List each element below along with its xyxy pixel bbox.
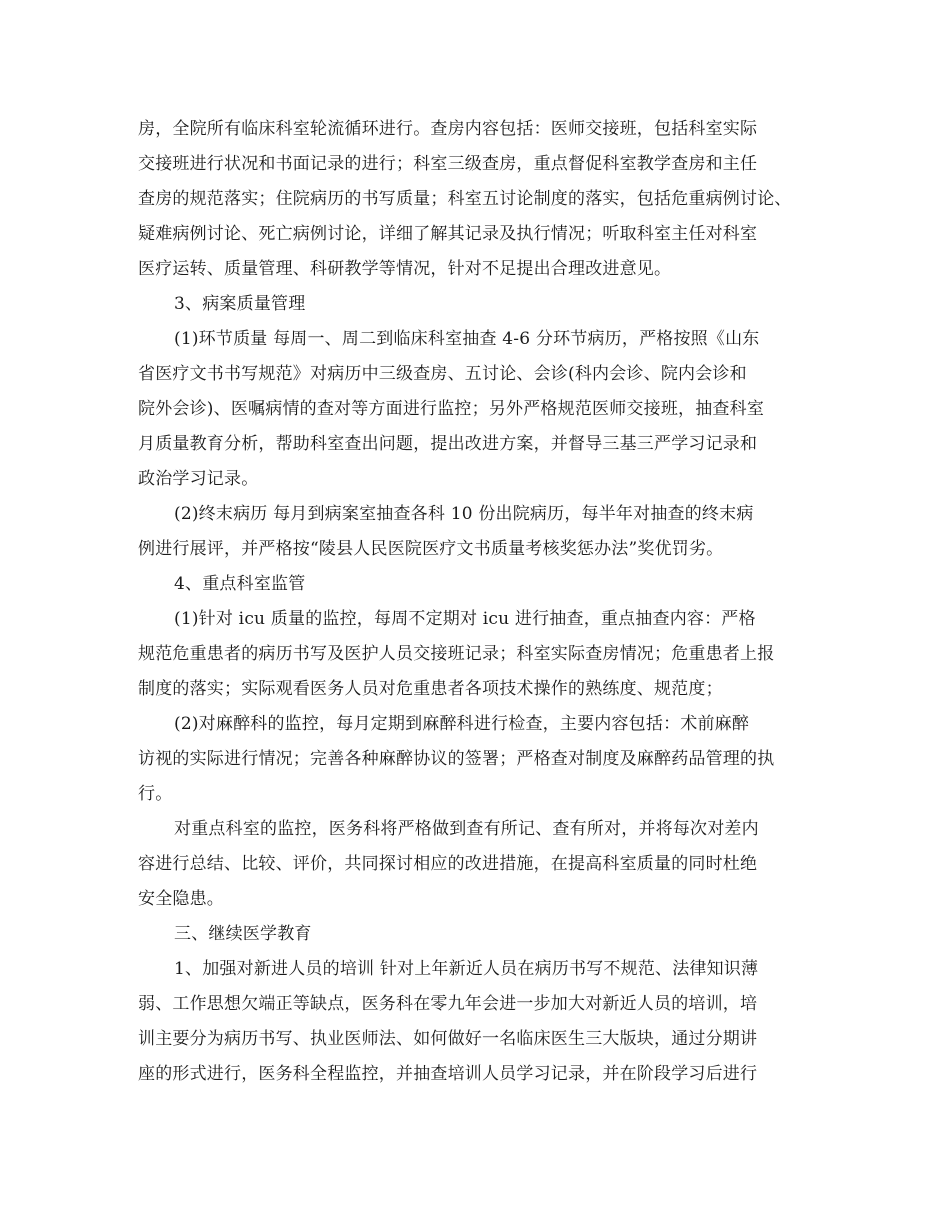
body-text-line: (1)针对 icu 质量的监控，每周不定期对 icu 进行抽查，重点抽查内容：严格	[174, 609, 756, 629]
body-text-line: 交接班进行状况和书面记录的进行；科室三级查房，重点督促科室教学查房和主任	[138, 154, 758, 174]
body-text-line: (2)终末病历 每月到病案室抽查各科 10 份出院病历，每半年对抽查的终末病	[174, 504, 754, 524]
body-text-line: 容进行总结、比较、评价，共同探讨相应的改进措施，在提高科室质量的同时杜绝	[138, 854, 758, 874]
body-text-line: (1)环节质量 每周一、周二到临床科室抽查 4-6 分环节病历，严格按照《山东	[174, 329, 760, 349]
body-text-line: 省医疗文书书写规范》对病历中三级查房、五讨论、会诊(科内会诊、院内会诊和	[138, 364, 747, 384]
body-text-line: 弱、工作思想欠端正等缺点，医务科在零九年会进一步加大对新近人员的培训，培	[138, 994, 758, 1014]
body-text-line: 例进行展评，并严格按“陵县人民医院医疗文书质量考核奖惩办法”奖优罚劣。	[138, 539, 724, 559]
body-text-line: (2)对麻醉科的监控，每月定期到麻醉科进行检查，主要内容包括：术前麻醉	[174, 714, 750, 734]
body-text-line: 查房的规范落实；住院病历的书写质量；科室五讨论制度的落实，包括危重病例讨论、	[138, 189, 792, 209]
body-text-line: 座的形式进行，医务科全程监控，并抽查培训人员学习记录，并在阶段学习后进行	[138, 1064, 758, 1084]
section-heading: 三、继续医学教育	[174, 924, 312, 944]
body-text-line: 房，全院所有临床科室轮流循环进行。查房内容包括：医师交接班，包括科室实际	[138, 119, 758, 139]
body-text-line: 行。	[138, 784, 173, 804]
body-text-line: 训主要分为病历书写、执业医师法、如何做好一名临床医生三大版块，通过分期讲	[138, 1029, 758, 1049]
body-text-line: 疑难病例讨论、死亡病例讨论，详细了解其记录及执行情况；听取科室主任对科室	[138, 224, 758, 244]
body-text-line: 规范危重患者的病历书写及医护人员交接班记录；科室实际查房情况；危重患者上报	[138, 644, 775, 664]
body-text-line: 安全隐患。	[138, 889, 224, 909]
body-text-line: 医疗运转、质量管理、科研教学等情况，针对不足提出合理改进意见。	[138, 259, 672, 279]
body-text-line: 1、加强对新进人员的培训 针对上年新近人员在病历书写不规范、法律知识薄	[174, 959, 759, 979]
body-text-line: 制度的落实；实际观看医务人员对危重患者各项技术操作的熟练度、规范度；	[138, 679, 723, 699]
body-text-line: 院外会诊)、医嘱病情的查对等方面进行监控；另外严格规范医师交接班，抽查科室	[138, 399, 765, 419]
body-text-line: 访视的实际进行情况；完善各种麻醉协议的签署；严格查对制度及麻醉药品管理的执	[138, 749, 775, 769]
body-text-line: 月质量教育分析，帮助科室查出问题，提出改进方案，并督导三基三严学习记录和	[138, 434, 758, 454]
section-heading: 4、重点科室监管	[174, 574, 306, 594]
body-text-line: 政治学习记录。	[138, 469, 259, 489]
body-text-line: 对重点科室的监控，医务科将严格做到查有所记、查有所对，并将每次对差内	[174, 819, 759, 839]
section-heading: 3、病案质量管理	[174, 294, 306, 314]
